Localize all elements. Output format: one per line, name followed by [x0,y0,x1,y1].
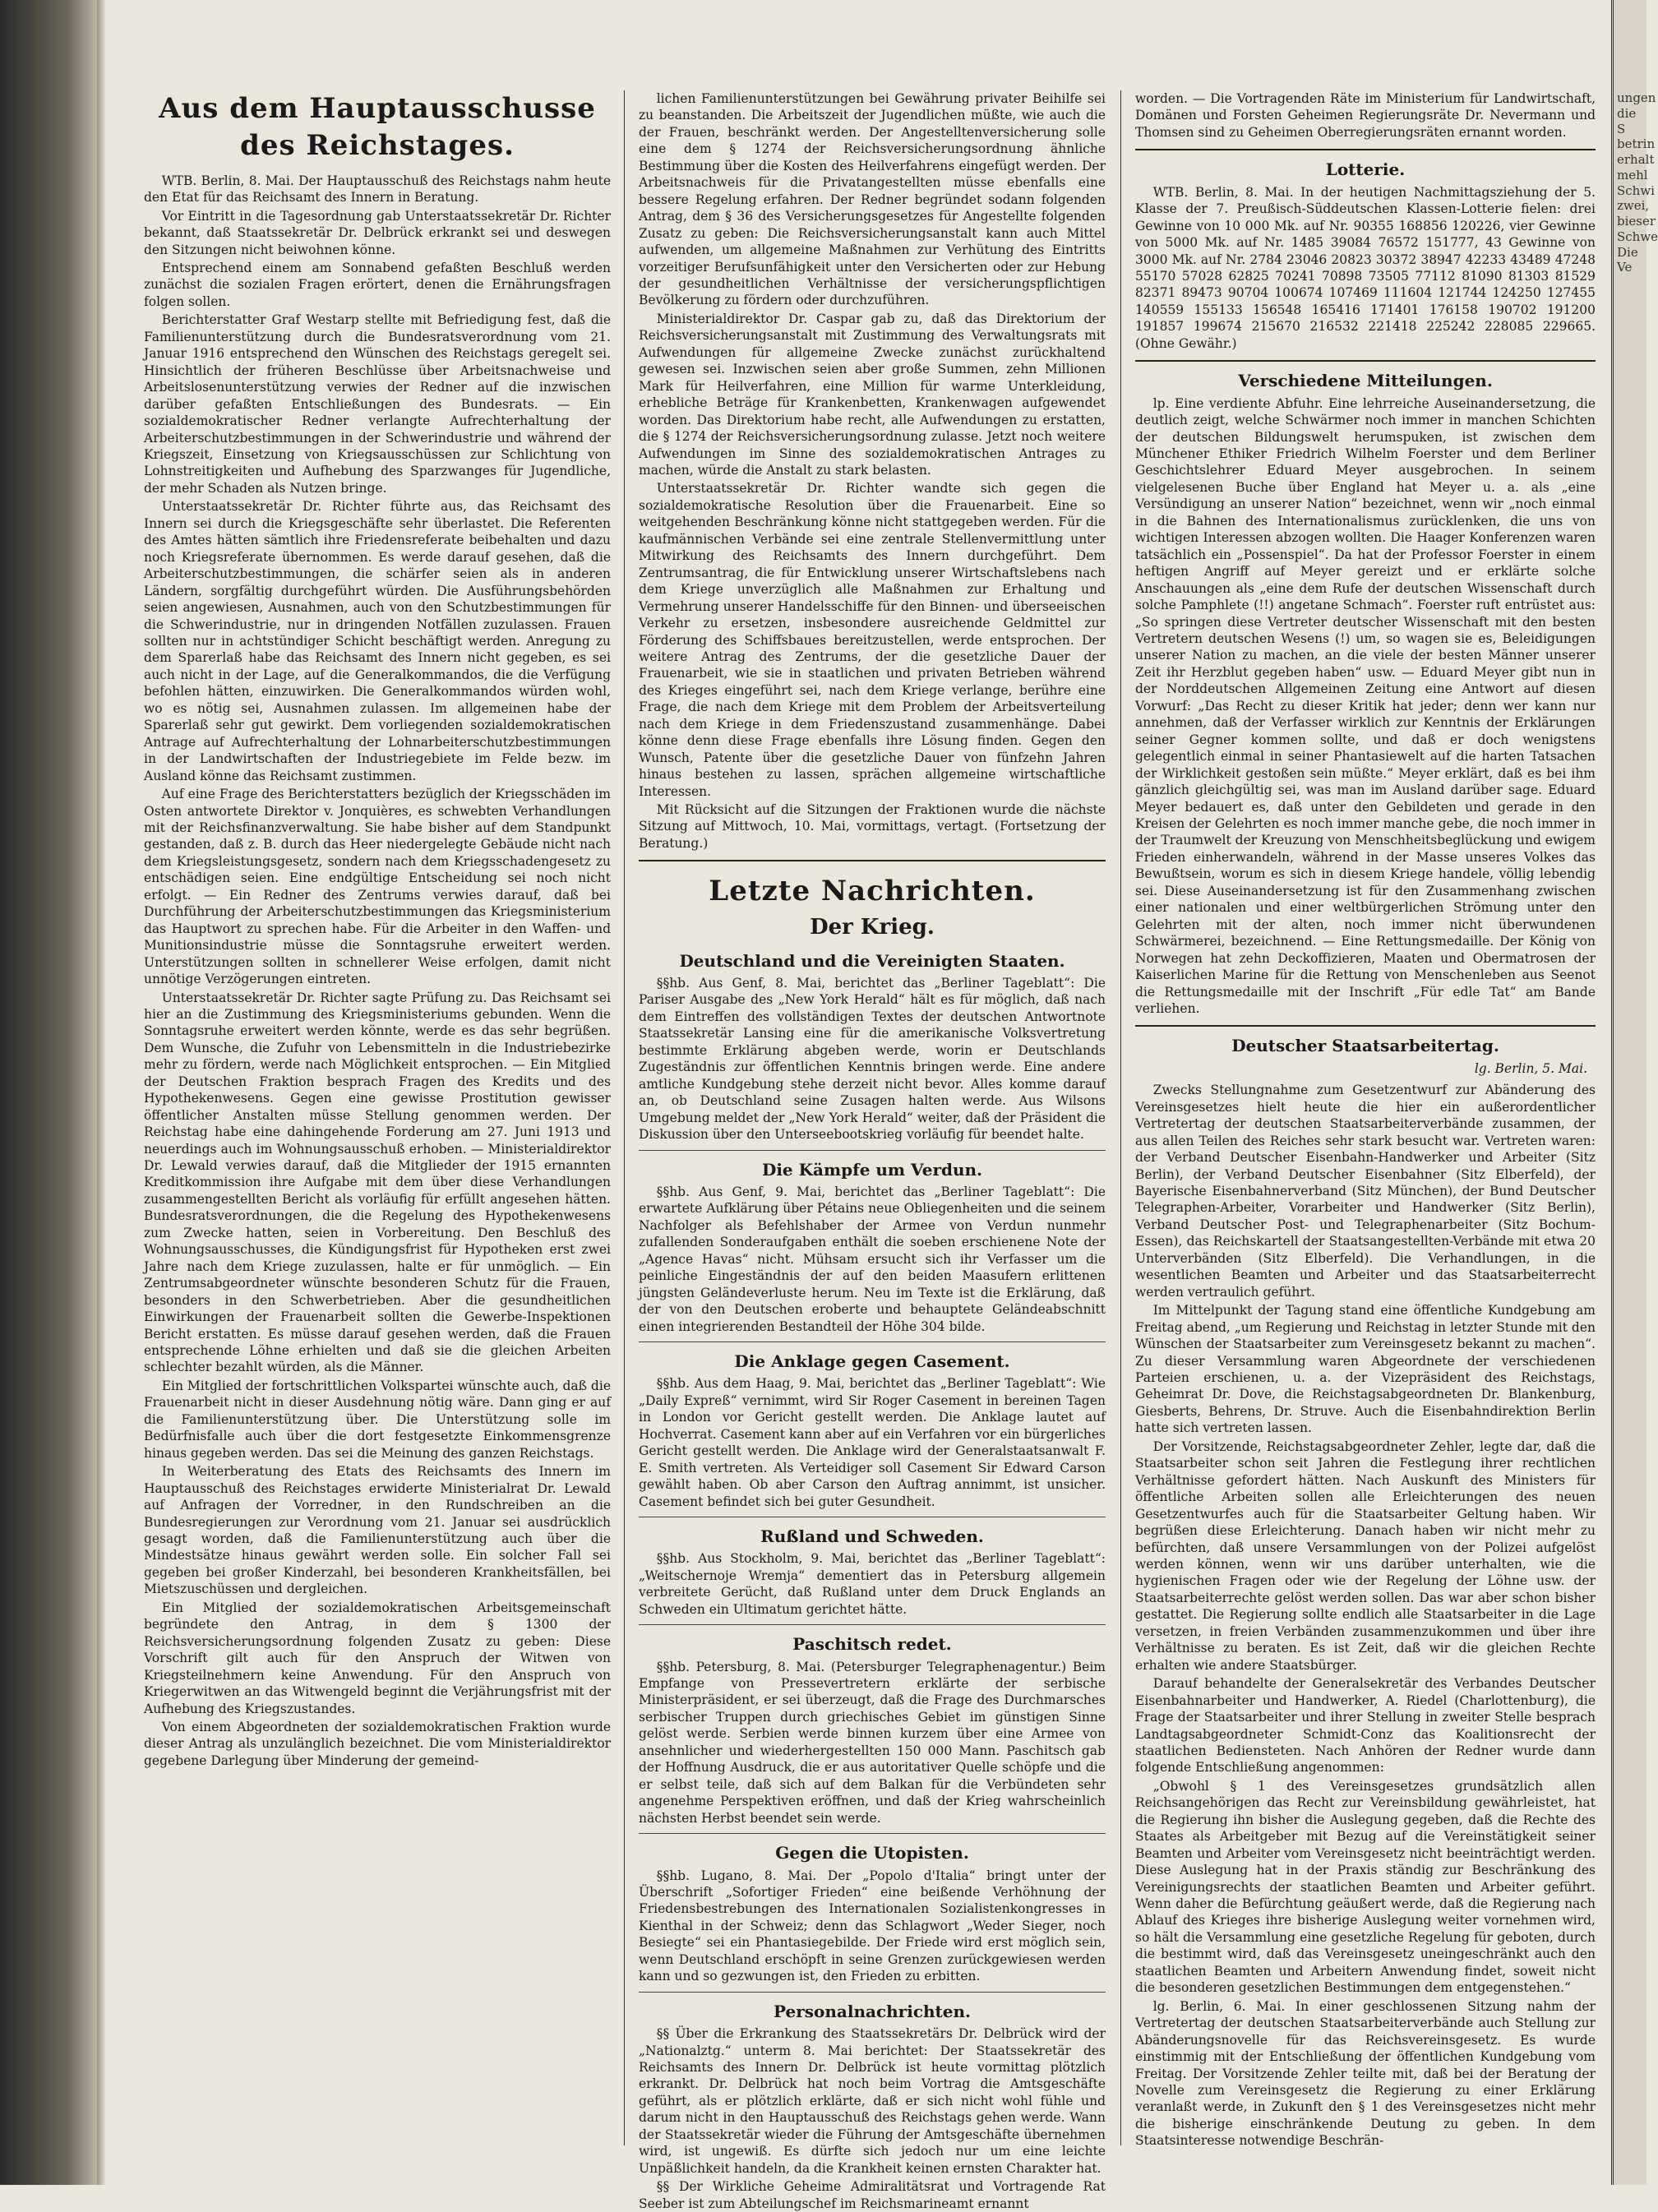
paragraph: In Weiterberatung des Etats des Reichsamts des Innern im Hauptausschuß des Reichstages erwiderte Ministerialrat Dr. Lewald auf Anfragen der Vorredner, in den Rundschreiben an die Bundesregierungen zur Verordnung vom 21. Januar sei ausdrücklich gesagt worden, daß die Familienunterstützung auch über die Mindestsätze hinaus gewährt werden solle. Ein solcher Fall sei gegeben bei großer Kinderzahl, bei besonderen Krankheitsfällen, bei Mietszuschüssen und dergleichen. [144,1464,611,1597]
section-divider [639,1833,1106,1834]
section-divider [639,1624,1106,1625]
section-divider [639,1150,1106,1151]
paragraph: lichen Familienunterstützungen bei Gewährung privater Beihilfe sei zu beanstanden. Die Arbeitszeit der Jugendlichen müßte, wie auch die der Frauen, beschränkt werden. Der Angestelltenversicherung solle eine dem § 1274 der Reichsversicherungsordnung ähnliche Bestimmung über die Kosten des Heilverfahrens eingefügt werden. Der Arbeitsnachweis für die Privatangestellten müsse ebenfalls eine bessere Regelung erfahren. Der Redner begründet sodann folgenden Antrag, dem § 36 des Versicherungsgesetzes für Angestellte folgenden Zusatz zu geben: Die Reichsversicherungsanstalt kann auch Mittel aufwenden, um allgemeine Maßnahmen zur Verhütung des Eintritts vorzeitiger Berufsunfähigkeit unter den Versicherten oder zur Hebung der gesundheitlichen Verhältnisse der versicherungspflichtigen Bevölkerung zu fördern oder durchzuführen. [639,91,1106,308]
newspaper-page [144,90,1599,2211]
news-sections [639,950,1106,2212]
paragraph: „Obwohl § 1 des Vereinsgesetzes grundsätzlich allen Reichsangehörigen das Recht zur Vereinsbildung gewährleistet, hat die Regierung ihn bisher die Auslegung gegeben, daß die Rechte des Staates als Arbeitgeber mit Bezug auf die Vereinstätigkeit seiner Beamten und Arbeiter vom Vereinsgesetz nicht beeinträchtigt werden. Diese Auslegung hat in der Praxis ständig zur Beschränkung des Vereinigungsrechts der staatlichen Beamten und Arbeiter geführt. Wenn daher die Befürchtung geäußert werde, daß die Regierung nach Ablauf des Krieges ihre bisherige Auslegung weiter vornehmen wird, so hält die Versammlung eine gesetzliche Regelung für geboten, durch die bestimmt wird, daß das Vereinsgesetz uneingeschränkt auch den staatlichen Beamten und Arbeitern Anwendung findet, soweit nicht die besonderen gesetzlichen Bestimmungen dem entgegenstehen.“ [1135,1778,1596,1996]
paragraph: Entsprechend einem am Sonnabend gefaßten Beschluß werden zunächst die sozialen Fragen erörtert, denen die Ernährungsfragen folgen sollen. [144,261,611,309]
news-section-text: §§hb. Aus Genf, 9. Mai, berichtet das „Berliner Tageblatt“: Die erwartete Aufklärung über Pétains neue Obliegenheiten und die seinem Nachfolger als Befehlshaber der Armee von Verdun nunmehr zufallenden Sonderaufgaben enthält die soeben erschienene Note der „Agence Havas“ nicht. Mühsam ersucht sich ihr Verfasser um die peinliche Eingeständnis der auf den beiden Maasufern erlittenen jüngsten Geländeverluste herum. Neu im Texte ist die Erklärung, daß der von den Deutschen eroberte und behauptete Geländeabschnitt einen integrierenden Bestandteil der Höhe 304 bilde. [639,1184,1106,1334]
paragraph: Ministerialdirektor Dr. Caspar gab zu, daß das Direktorium der Reichsversicherungsanstalt mit Zustimmung des Verwaltungsrats mit Aufwendungen für allgemeine Zwecke zunächst zurückhaltend gewesen sei. Inzwischen seien aber große Summen, zehn Millionen Mark für Heilverfahren, eine Million für warme Unterkleidung, erhebliche Beträge für Krankenbetten, Krankenwagen aufgewendet worden. Das Direktorium habe recht, alle Aufwendungen zu erstatten, die § 1274 der Reichsversicherungsordnung zulasse. Jetzt noch weitere Aufwendungen im Sinne des sozialdemokratischen Antrages zu machen, würde die Anstalt zu stark belasten. [639,311,1106,478]
section-divider [1135,1025,1596,1027]
paragraph: Unterstaatssekretär Dr. Richter sagte Prüfung zu. Das Reichsamt sei hier an die Zustimmung des Kriegsministeriums gebunden. Wenn die Sonntagsruhe erweitert werden könnte, werde es das sehr begrüßen. Dem Wunsche, die Zufuhr von Lebensmitteln in die Industriebezirke mehr zu fördern, werde nach Möglichkeit entsprochen. — Ein Mitglied der Deutschen Fraktion besprach Fragen des Kredits und des Hypothekenwesens. Gegen eine gewisse Prostitution gewisser öffentlicher Anstalten müsse Stellung genommen werden. Der Reichstag habe eine dahingehende Forderung am 27. Juni 1913 und neuerdings auch im Wohnungsausschuß erhoben. — Ministerialdirektor Dr. Lewald verwies darauf, daß die Mitglieder der 1915 ernannten Kreditkommission ihre Aufgabe mit dem über diese Verhandlungen zusammengestellten Bericht als vorläufig für erfüllt angesehen hätten. Bundesratsverordnungen, die die Regelung des Hypothekenwesens zum Zwecke hatten, seien in Vorbereitung. Den Beschluß des Wohnungsausschusses, die Kündigungsfrist für Hypotheken erst zwei Jahre nach dem Kriege zuzulassen, halte er für unmöglich. — Ein Zentrumsabgeordneter wünschte besonderen Schutz für die Frauen, besonders in den Schwerbetrieben. Aber die gesundheitlichen Einwirkungen der Frauenarbeit sollten die Gewerbe-Inspektionen Bericht erstatten. Es müsse darauf gesehen werden, daß die Frauen entsprechende Löhne erhielten und daß sie die gleichen Arbeiten schlechter bezahlt würden, als die Männer. [144,990,611,1375]
paragraph: Zwecks Stellungnahme zum Gesetzentwurf zur Abänderung des Vereinsgesetzes hielt heute die hier ein außerordentlicher Vertretertag der deutschen Staatsarbeiterverbände zusammen, der aus allen Teilen des Reiches sehr stark besucht war. Vertreten waren: der Verband Deutscher Eisenbahn-Handwerker und Arbeiter (Sitz Berlin), der Verband Deutscher Eisenbahner (Sitz Elberfeld), der Bayerische Eisenbahnerverband (Sitz München), der Bund Deutscher Telegraphen-Arbeiter, Vorarbeiter und Handwerker (Sitz Berlin), Verband Deutscher Post- und Telegraphenarbeiter (Sitz Bochum-Essen), das Reichskartell der Staatsangestellten-Verbände mit etwa 20 Unterverbänden (Sitz Elberfeld). Die Verhandlungen, in die wesentlichen Beamten und Arbeiter und das Staatsarbeiterrecht werden vertraulich geführt. [1135,1083,1596,1300]
news-section-text: §§hb. Aus Genf, 8. Mai, berichtet das „Berliner Tageblatt“: Die Pariser Ausgabe des „New York Herald“ hält es für möglich, daß nach dem Eintreffen des vollständigen Textes der deutschen Antwortnote Staatssekretär Lansing eine für die amerikanische Volksvertretung bestimmte Erklärung abgeben werde, worin er Deutschlands Zugeständnis zur öffentlichen Kenntnis bringen werde. Eine andere amtliche Kundgebung stehe derzeit nicht bevor. Alles komme darauf an, ob Deutschland seine Zusagen halten werde. Aus Wilsons Umgebung meldet der „New York Herald“ weiter, daß der Präsident die Diskussion über den Unterseebootskrieg vorläufig für beendet halte. [639,975,1106,1143]
news-section-text: §§hb. Lugano, 8. Mai. Der „Popolo d'Italia“ bringt unter der Überschrift „Sofortiger Frieden“ eine beißende Verhöhnung der Friedensbestrebungen des Internationalen Sozialistenkongresses in Kienthal in der Schweiz; denn das Schlagwort „Weder Sieger, noch Besiegte“ sei ein Phantasiegebilde. Der Friede wird erst möglich sein, wenn Deutschland erschöpft in seine Grenzen zurückgewiesen werden kann und so gezwungen ist, den Frieden zu erbitten. [639,1868,1106,1984]
news-section-heading: Rußland und Schweden. [760,1526,984,1546]
paragraph: Berichterstatter Graf Westarp stellte mit Befriedigung fest, daß die Familienunterstützung durch die Bundesratsverordnung vom 21. Januar 1916 entsprechend den Wünschen des Reichstags geregelt sei. Hinsichtlich der früheren Beschlüsse über Arbeitsnachweise und Arbeitslosenunterstützung verwies der Redner auf die inzwischen darüber gefaßten Entschließungen des Bundesrats. — Ein sozialdemokratischer Redner verlangte Aufrechterhaltung der Arbeiterschutzbestimmungen in der Schwerindustrie und während der Kriegszeit, Einsetzung von Kriegsausschüssen zur Schlichtung von Lohnstreitigkeiten und Aufhebung des Sparzwanges für Jugendliche, der mehr Schaden als Nutzen bringe. [144,312,611,496]
column-3 [1135,90,1596,2149]
article-body-continued [639,90,1106,852]
paragraph: Von einem Abgeordneten der sozialdemokratischen Fraktion wurde dieser Antrag als unzulänglich bezeichnet. Die vom Ministerialdirektor gegebene Darlegung über Minderung der gemeind- [144,1719,611,1768]
news-section-text: §§hb. Aus Stockholm, 9. Mai, berichtet das „Berliner Tageblatt“: „Weitschernoje Wremja“ dementiert das in Petersburg allgemein verbreitete Gerücht, daß Rußland unter dem Druck Englands an Schweden ein Ultimatum gerichtet hätte. [639,1551,1106,1617]
news-section-text: §§ Der Wirkliche Geheime Admiralitätsrat und Vortragende Rat Seeber ist zum Abteilungschef im Reichsmarineamt ernannt [639,2179,1106,2211]
news-section-heading: Die Kämpfe um Verdun. [761,1159,983,1180]
news-section-heading: Personalnachrichten. [774,2001,971,2021]
news-section-text: §§ Über die Erkrankung des Staatssekretärs Dr. Delbrück wird der „Nationalztg.“ unterm 8. Mai berichtet: Der Staatssekretär des Reichsamts des Innern Dr. Delbrück ist heute vormittag plötzlich erkrankt. Dr. Delbrück hat noch beim Vortrag die Amtsgeschäfte geführt, als er plötzlich erklärte, daß er sich nicht wohl fühle und darum nicht in den Hauptausschuß des Reichstags gehen werde. Wann der Staatssekretär wieder die Führung der Amtsgeschäfte übernehmen wird, ist ungewiß. Es dürfte sich jedoch nur um eine leichte Unpäßlichkeit handeln, da die Krankheit keinen ernsten Charakter hat. [639,2026,1106,2176]
paragraph: Darauf behandelte der Generalsekretär des Verbandes Deutscher Eisenbahnarbeiter und Handwerker, A. Riedel (Charlottenburg), die Frage der Staatsarbeiter und ihrer Stellung in zweiter Stelle besprach Landtagsabgeordneter Schmidt-Conz das Koalitionsrecht der staatlichen Bediensteten. Nach Anhören der Redner wurde dann folgende Entschließung angenommen: [1135,1676,1596,1776]
paragraph: Ein Mitglied der fortschrittlichen Volkspartei wünschte auch, daß die Frauenarbeit nicht in dieser Ausdehnung nötig wäre. Dann ging er auf die Familienunterstützung über. Die Unterstützung solle im Bedürfnisfalle auch über die dort festgesetzte Einkommensgrenze hinaus gegeben werden. Das sei die Meinung des ganzen Reichstags. [144,1378,611,1461]
lottery-text: WTB. Berlin, 8. Mai. In der heutigen Nachmittagsziehung der 5. Klasse der 7. Preußisch-Süddeutschen Klassen-Lotterie fielen: drei Gewinne von 10 000 Mk. auf Nr. 90355 168856 120226, vier Gewinne von 5000 Mk. auf Nr. 1485 39084 76572 151777, 43 Gewinne von 3000 Mk. auf Nr. 2784 23046 20823 30372 38947 42233 43489 47248 55170 57028 62825 70241 70898 73505 77112 81090 81303 81529 82371 89473 90704 100674 107469 111604 121744 124250 127455 140559 155133 156548 165416 171401 176158 190702 191200 191857 199674 215670 216532 221418 225242 228085 229665. (Ohne Gewähr.) [1135,184,1596,351]
paragraph: Mit Rücksicht auf die Sitzungen der Fraktionen wurde die nächste Sitzung auf Mittwoch, 10. Mai, vormittags, vertagt. (Fortsetzung der Beratung.) [639,802,1106,851]
personnel-continuation: worden. — Die Vortragenden Räte im Ministerium für Landwirtschaft, Domänen und Forsten Geheimen Regierungsräte Dr. Nevermann und Thomsen sind zu Geheimen Oberregierungsräten ernannt worden. [1135,91,1596,140]
news-section-heading: Gegen die Utopisten. [775,1843,969,1863]
paragraph: Auf eine Frage des Berichterstatters bezüglich der Kriegsschäden im Osten antwortete Direktor v. Jonquières, es schwebten Verhandlungen mit der Reichsfinanzverwaltung. Sie habe bisher auf dem Standpunkt gestanden, daß z. B. durch das Heer niedergelegte Gebäude nicht nach dem Kriegsleistungsgesetz, sondern nach dem Kriegsschadengesetz zu entschädigen seien. Eine endgültige Entscheidung sei noch nicht erfolgt. — Ein Redner des Zentrums verwies darauf, daß bei Durchführung der Arbeiterschutzbestimmungen das Kriegsministerium das Hauptwort zu sprechen habe. Für die Arbeiter in den Waffen- und Munitionsindustrie müsse die Sonntagsruhe erweitert werden. Unterstützungen sollten in schnellerer Weise erfolgen, damit nicht unnötige Verzögerungen eintreten. [144,787,611,987]
paragraph: lg. Berlin, 6. Mai. In einer geschlossenen Sitzung nahm der Vertretertag der deutschen Staatsarbeiterverbände auch Stellung zur Abänderungsnovelle für das Reichsvereinsgesetz. Es wurde einstimmig mit der Entschließung der öffentlichen Kundgebung vom Freitag. Der Vorsitzende Zehler teilte mit, daß bei der Beratung der Novelle zum Vereinsgesetz die Regierung zu einer Erklärung veranlaßt werde, in Zukunft den § 1 des Vereinsgesetzes nicht mehr die bisherige einschränkende Deutung zu geben. In dem Staatsinteresse notwendige Beschrän- [1135,1998,1596,2149]
section-divider [639,1992,1106,1993]
news-section-heading: Deutschland und die Vereinigten Staaten. [679,950,1065,971]
misc-text: lp. Eine verdiente Abfuhr. Eine lehrreiche Auseinandersetzung, die deutlich zeigt, welche Schwärmer noch immer in manchen Schichten der deutschen Bildungswelt herumspuken, ist zwischen dem Münchener Ethiker Friedrich Wilhelm Foerster und dem Berliner Geschichtslehrer Eduard Meyer ausgebrochen. In seinem vielgelesenen Buche über England hat Meyer u. a. als „eine Versündigung an unserer Nation“ bezeichnet, wenn wir „noch einmal in die Bahnen des Internationalismus zurücklenken, die uns von wichtigen Interessen abzogen wollten. Die Haager Konferenzen waren tatsächlich ein „Possenspiel“. Da hat der Professor Foerster in einem heftigen Angriff auf Meyer gereizt und er erklärte solche Anschauungen als „eine dem Rufe der deutschen Wissenschaft durch solche Pamphlete (!!) angetane Schmach“. Foerster ruft entrüstet aus: „So springen diese Vertreter deutscher Wissenschaft mit den besten Vertretern deutschen Wesens (!) um, so wagen sie es, Beleidigungen unserer Nation zu machen, an die viele der besten Männer unserer Zeit ihr Herzblut gegeben haben“ usw. — Eduard Meyer gibt nun in der Norddeutschen Allgemeinen Zeitung eine Antwort auf diesen Vorwurf: „Das Recht zu dieser Kritik hat jeder; denn wer kann nur annehmen, daß der Verfasser wirklich zur Kenntnis der Erklärungen seiner Gegner kommen sollte, und daß er doch wenigstens gelegentlich einmal in seiner Phantasiewelt auf die harten Tatsachen der Wirklichkeit gestoßen sein müßte.“ Meyer erklärt, daß es bei ihm gänzlich gleichgültig sei, was man im Ausland darüber sage. Eduard Meyer bedauert es, daß unter den Gebildeten und gerade in den Kreisen der Gelehrten es noch immer manche gebe, die noch immer in der Traumwelt der Kreuzung von Menschheitsbeglückung und ewigem Frieden einherwandeln, während in der Masse unseres Volkes das Bewußtsein, worum es sich in diesem Kriege handele, völlig lebendig sei. Diese Auseinandersetzung ist für den Zusammenhang zwischen einer nationalen und einer weltbürgerlichen Strömung unter den Gelehrten mit der alten, noch immer nicht überwundenen Schwärmerei, bezeichnend. — Eine Rettungsmedaille. Der König von Norwegen hat zehn Deckoffizieren, Maaten und Obermatrosen der Kaiserlichen Marine für die Rettung von Menschenleben aus Seenot die Rettungsmedaille mit der Inschrift „Für edle Tat“ am Bande verliehen. [1135,395,1596,1016]
paragraph: Unterstaatssekretär Dr. Richter führte aus, das Reichsamt des Innern sei durch die Kriegsgeschäfte sehr überlastet. Die Referenten des Amtes hätten sämtlich ihre Friedensreferate beibehalten und dazu noch Kriegsreferate übernommen. Es werde darauf gesehen, daß die Arbeiterschutzbestimmungen, die schärfer seien als in anderen Ländern, sorgfältig durchgeführt würden. Die Ausführungsbehörden seien angewiesen, Ausnahmen, auch von den Schutzbestimmungen für die Schwerindustrie, nur in dringenden Notfällen zuzulassen. Frauen sollten nur in achtstündiger Schicht beschäftigt werden. Anregung zu dem Sparerlaß habe das Reichsamt des Innern nicht gegeben, es sei auch nicht in der Lage, auf die Generalkommandos, die die Verfügung befohlen hätten, einzuwirken. Die Generalkommandos würden wohl, wo es nötig sei, Ausnahmen zulassen. Im allgemeinen habe der Sparerlaß sehr gut gewirkt. Dem vorliegenden sozialdemokratischen Antrage auf Aufrechterhaltung der Lohnarbeiterschutzbestimmungen in der Landwirtschaften der Industriegebiete im Felde bezw. im Ausland könne das Reichsamt zustimmen. [144,499,611,783]
misc-heading: Verschiedene Mitteilungen. [1238,371,1493,391]
news-section-text: §§hb. Petersburg, 8. Mai. (Petersburger Telegraphenagentur.) Beim Empfange von Pressevertretern erklärte der serbische Ministerpräsident, er sei überzeugt, daß die Frage des Durchmarsches serbischer Truppen durch griechisches Gebiet im günstigen Sinne gelöst werde. Serbien werde binnen kurzem über eine Armee von ansehnlicher und wiederhergestellten 150 000 Mann. Paschitsch gab der Hoffnung Ausdruck, die er aus autoritativer Quelle schöpfe und die er selbst teile, daß sich auf dem Balkan für die Verbündeten sehr angenehme Perspektiven eröffnen, und daß der Krieg wahrscheinlich nächsten Herbst beendet sein werde. [639,1659,1106,1826]
staatsarbeitertag-heading: Deutscher Staatsarbeitertag. [1231,1036,1499,1056]
staatsarbeitertag-byline: lg. Berlin, 5. Mai. [1474,1060,1587,1076]
paragraph: Ein Mitglied der sozialdemokratischen Arbeitsgemeinschaft begründete den Antrag, in dem § 1300 der Reichsversicherungsordnung folgenden Zusatz zu geben: Diese Vorschrift gilt auch für den Anspruch der Witwen von Kriegsteilnehmern keine Anwendung. Für den Anspruch von Kriegerwitwen an das Witwengeld beginnt die Verjährungsfrist mit der Aufhebung des Kriegszustandes. [144,1600,611,1716]
news-section-text: §§hb. Aus dem Haag, 9. Mai, berichtet das „Berliner Tageblatt“: Wie „Daily Expreß“ vernimmt, wird Sir Roger Casement in bereinen Tagen in London vor Gericht gestellt werden. Die Anklage lautet auf Hochverrat. Casement kann aber auf ein Verfahren vor ein bürgerliches Gericht gestellt werden. Die Anklage wird der Generalstaatsanwalt F. E. Smith vertreten. Als Verteidiger soll Casement Sir Edward Carson gewählt haben. Ob aber Carson den Auftrag annimmt, ist unsicher. Casement befindet sich bei guter Gesundheit. [639,1376,1106,1509]
paragraph: WTB. Berlin, 8. Mai. Der Hauptausschuß des Reichstags nahm heute den Etat für das Reichsamt des Innern in Beratung. [144,173,611,205]
news-section-heading: Die Anklage gegen Casement. [734,1351,1010,1371]
staatsarbeitertag-body [1135,1082,1596,2150]
binding-edge [97,0,105,2185]
column-rule-2 [1120,90,1121,2145]
adjacent-page-text: ungen die S betrin erhalt mehl Schwi zwei, bieser Schwe Die Ve [1617,90,1658,275]
section-divider [639,860,1106,861]
section-divider [1135,149,1596,150]
war-heading: Der Krieg. [810,915,935,940]
lottery-heading: Lotterie. [1325,159,1406,180]
latest-news-heading: Letzte Nachrichten. [709,875,1036,908]
paragraph: Im Mittelpunkt der Tagung stand eine öffentliche Kundgebung am Freitag abend, „um Regierung und Reichstag in letzter Stunde mit den Wünschen der Staatsarbeiter zum Vereinsgesetz bekannt zu machen“. Zu dieser Versammlung waren Abgeordnete der verschiedenen Parteien erschienen, u. a. der Vizepräsident des Reichstags, Geheimrat Dr. Dove, die Reichstagsabgeordneten Dr. Blankenburg, Giesberts, Behrens, Dr. Struve. Auch die Eisenbahndirektion Berlin hatte sich vertreten lassen. [1135,1303,1596,1436]
article-title-hauptausschuss: Aus dem Hauptausschusse des Reichstages. [159,92,596,162]
paragraph: Unterstaatssekretär Dr. Richter wandte sich gegen die sozialdemokratische Resolution über die Frauenarbeit. Eine so weitgehenden Beschränkung könne nicht stattgegeben werden. Für die kaufmännischen Verbände sei eine zentrale Stellenvermittlung unter Mitwirkung des Reichsamts des Innern durchgeführt. Dem Zentrumsantrag, die für Entwicklung unserer Wirtschaftslebens nach dem Kriege unverzüglich alle Maßnahmen zur Erhaltung und Vermehrung unserer Handelsschiffe für den Binnen- und überseeischen Verkehr zu ersetzen, insbesondere ausreichende Geldmittel zur Förderung des Schiffsbaues bereitzustellen, werde entsprochen. Der weitere Antrag des Zentrums, der die gesetzliche Dauer der Frauenarbeit, wie sie in staatlichen und privaten Betrieben während des Krieges eingeführt sei, nach dem Kriege verlange, berühre eine Frage, die nach dem Kriege mit dem Problem der Arbeitsverteilung nach dem Kriege in dem Friedenszustand zusammenhänge. Dabei könne denn diese Frage ebenfalls ihre Lösung finden. Gegen den Wunsch, Patente über die gesetzliche Dauer von fünfzehn Jahren hinaus bestehen zu lassen, sprächen allgemeine wirtschaftliche Interessen. [639,481,1106,799]
column-2 [639,90,1106,2211]
book-binding [0,0,97,2185]
paragraph: Vor Eintritt in die Tagesordnung gab Unterstaatssekretär Dr. Richter bekannt, daß Staatssekretär Dr. Delbrück erkrankt sei und deswegen den Sitzungen nicht beiwohnen könne. [144,208,611,257]
column-rule-1 [624,90,625,2145]
article-body-hauptausschuss [144,173,611,1770]
news-section-heading: Paschitsch redet. [792,1634,952,1655]
section-divider [1135,360,1596,362]
column-1 [144,90,611,2145]
adjacent-page-strip [1611,0,1658,2185]
paragraph: Der Vorsitzende, Reichstagsabgeordneter Zehler, legte dar, daß die Staatsarbeiter schon seit Jahren die Festlegung ihrer rechtlichen Verhältnisse gefordert hätten. Nach Auskunft des Ministers für öffentliche Arbeiten sollen alle Erleichterungen des neuen Gesetzentwurfes auch für die Staatsarbeiter Geltung haben. Wir begrüßen diese Erleichterung. Danach haben wir nicht mehr zu befürchten, daß unsere Versammlungen von der Polizei aufgelöst werden können, wenn wir uns darüber unterhalten, wie die hygienischen Fragen oder wie der Regelung der Löhne usw. der Staatsarbeiterrechte gelöst werden sollen. Das war aber schon bisher gestattet. Die Regierung sollte endlich alle Staatsarbeiter in die Lage versetzen, in freien Verbänden zusammenzukommen und über ihre Verhältnisse zu beraten. Es ist Zeit, daß wir die gleichen Rechte erhalten wie andere Staatsbürger. [1135,1438,1596,1673]
